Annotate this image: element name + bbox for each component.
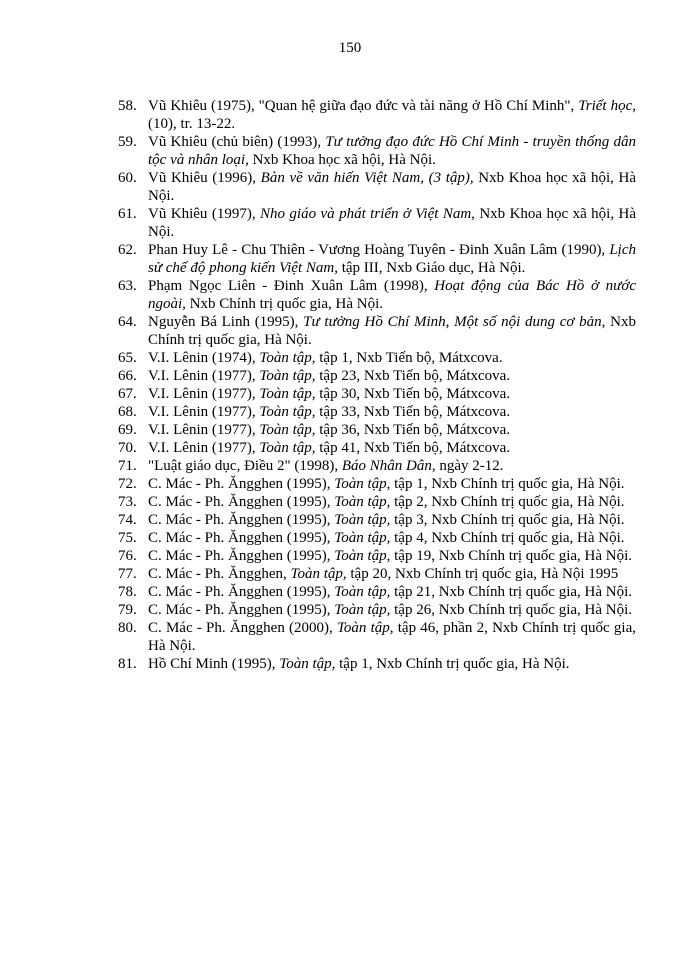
reference-publication: Nxb Chính trị quốc gia, Hà Nội. xyxy=(185,296,383,312)
reference-author-year: Vũ Khiêu (1996), xyxy=(148,170,261,186)
reference-title: Toàn tập, xyxy=(334,476,391,492)
reference-publication: tập 19, Nxb Chính trị quốc gia, Hà Nội. xyxy=(390,548,633,564)
reference-number: 63. xyxy=(118,278,137,294)
reference-author-year: Vũ Khiêu (chủ biên) (1993), xyxy=(148,134,326,150)
reference-author-year: Vũ Khiêu (1997), xyxy=(148,206,260,222)
reference-number: 73. xyxy=(118,494,137,510)
reference-publication: tập 1, Nxb Tiến bộ, Mátxcova. xyxy=(315,350,503,366)
reference-author-year: C. Mác - Ph. Ăngghen (1995), xyxy=(148,512,335,528)
reference-publication: tập 23, Nxb Tiến bộ, Mátxcova. xyxy=(315,368,511,384)
reference-title: Toàn tập, xyxy=(259,368,316,384)
reference-number: 68. xyxy=(118,404,137,420)
reference-number: 75. xyxy=(118,530,137,546)
reference-author-year: C. Mác - Ph. Ăngghen (1995), xyxy=(148,584,335,600)
reference-item xyxy=(118,367,636,385)
reference-title: Toàn tập, xyxy=(334,494,391,510)
reference-author-year: Vũ Khiêu (1975), "Quan hệ giữa đạo đức và tài năng ở Hồ Chí Minh", xyxy=(148,98,579,114)
reference-author-year: V.I. Lênin (1977), xyxy=(148,440,260,456)
reference-item xyxy=(118,565,636,583)
reference-title: Toàn tập, xyxy=(334,512,391,528)
reference-title: Toàn tập, xyxy=(334,602,391,618)
reference-author-year: C. Mác - Ph. Ăngghen (2000), xyxy=(148,620,337,636)
reference-number: 65. xyxy=(118,350,137,366)
reference-item xyxy=(118,547,636,565)
reference-number: 66. xyxy=(118,368,137,384)
reference-item xyxy=(118,349,636,367)
reference-title: Toàn tập, xyxy=(334,530,391,546)
reference-number: 69. xyxy=(118,422,137,438)
reference-author-year: V.I. Lênin (1977), xyxy=(148,368,260,384)
reference-author-year: Hồ Chí Minh (1995), xyxy=(148,656,280,672)
reference-title: Hoạt động của Bác Hồ ở nước ngoài, xyxy=(148,278,636,312)
reference-publication: Nxb Khoa học xã hội, Hà Nội. xyxy=(248,152,436,168)
reference-publication: tập 46, phần 2, Nxb Chính trị quốc gia, Hà Nội. xyxy=(148,620,636,654)
reference-author-year: C. Mác - Ph. Ăngghen (1995), xyxy=(148,530,335,546)
reference-number: 81. xyxy=(118,656,137,672)
reference-item xyxy=(118,493,636,511)
reference-publication: tập 41, Nxb Tiến bộ, Mátxcova. xyxy=(315,440,511,456)
reference-author-year: Nguyễn Bá Linh (1995), xyxy=(148,314,304,330)
reference-publication: tập 1, Nxb Chính trị quốc gia, Hà Nội. xyxy=(335,656,570,672)
reference-number: 77. xyxy=(118,566,137,582)
reference-number: 80. xyxy=(118,620,137,636)
reference-publication: Nxb Khoa học xã hội, Hà Nội. xyxy=(148,206,636,240)
reference-number: 60. xyxy=(118,170,137,186)
reference-number: 67. xyxy=(118,386,137,402)
reference-number: 64. xyxy=(118,314,137,330)
reference-number: 70. xyxy=(118,440,137,456)
reference-number: 59. xyxy=(118,134,137,150)
reference-author-year: C. Mác - Ph. Ăngghen (1995), xyxy=(148,494,335,510)
reference-title: Toàn tập, xyxy=(259,350,316,366)
reference-author-year: C. Mác - Ph. Ăngghen (1995), xyxy=(148,602,335,618)
reference-publication: (10), tr. 13-22. xyxy=(148,116,236,132)
reference-author-year: V.I. Lênin (1977), xyxy=(148,422,260,438)
reference-title: Tư tưởng đạo đức Hồ Chí Minh - truyền thống dân tộc và nhân loại, xyxy=(148,134,636,168)
reference-author-year: Phạm Ngọc Liên - Đinh Xuân Lâm (1998), xyxy=(148,278,435,294)
reference-item xyxy=(118,619,636,655)
reference-number: 79. xyxy=(118,602,137,618)
reference-title: Bàn về văn hiến Việt Nam, (3 tập), xyxy=(260,170,474,186)
reference-item xyxy=(118,169,636,205)
reference-title: Nho giáo và phát triển ở Việt Nam, xyxy=(260,206,475,222)
reference-publication: Nxb Chính trị quốc gia, Hà Nội. xyxy=(148,314,636,348)
reference-number: 72. xyxy=(118,476,137,492)
reference-item xyxy=(118,421,636,439)
reference-author-year: "Luật giáo dục, Điều 2" (1998), xyxy=(148,458,342,474)
reference-title: Toàn tập, xyxy=(259,440,316,456)
reference-author-year: V.I. Lênin (1974), xyxy=(148,350,260,366)
reference-item xyxy=(118,403,636,421)
reference-publication: tập 4, Nxb Chính trị quốc gia, Hà Nội. xyxy=(390,530,625,546)
reference-item xyxy=(118,529,636,547)
reference-title: Toàn tập, xyxy=(290,566,347,582)
reference-publication: tập 2, Nxb Chính trị quốc gia, Hà Nội. xyxy=(390,494,625,510)
reference-publication: tập 30, Nxb Tiến bộ, Mátxcova. xyxy=(315,386,511,402)
reference-item xyxy=(118,655,636,673)
reference-publication: tập 36, Nxb Tiến bộ, Mátxcova. xyxy=(315,422,511,438)
reference-item xyxy=(118,511,636,529)
reference-item xyxy=(118,97,636,133)
reference-title: Toàn tập, xyxy=(259,386,316,402)
reference-publication: tập 21, Nxb Chính trị quốc gia, Hà Nội. xyxy=(390,584,633,600)
reference-title: Triết học, xyxy=(578,98,636,114)
reference-author-year: C. Mác - Ph. Ăngghen (1995), xyxy=(148,548,335,564)
reference-author-year: C. Mác - Ph. Ăngghen, xyxy=(148,566,291,582)
reference-title: Toàn tập, xyxy=(259,422,316,438)
reference-publication: tập 1, Nxb Chính trị quốc gia, Hà Nội. xyxy=(390,476,625,492)
reference-item xyxy=(118,583,636,601)
reference-item xyxy=(118,241,636,277)
reference-author-year: V.I. Lênin (1977), xyxy=(148,404,260,420)
reference-publication: Nxb Khoa học xã hội, Hà Nội. xyxy=(148,170,637,204)
reference-author-year: V.I. Lênin (1977), xyxy=(148,386,260,402)
reference-publication: tập 26, Nxb Chính trị quốc gia, Hà Nội. xyxy=(390,602,633,618)
reference-author-year: C. Mác - Ph. Ăngghen (1995), xyxy=(148,476,335,492)
reference-item xyxy=(118,601,636,619)
reference-list xyxy=(118,97,636,673)
reference-author-year: Phan Huy Lê - Chu Thiên - Vương Hoàng Tuyên - Đinh Xuân Lâm (1990), xyxy=(148,242,610,258)
page-number: 150 xyxy=(338,40,362,56)
reference-item xyxy=(118,277,636,313)
reference-publication: tập 33, Nxb Tiến bộ, Mátxcova. xyxy=(315,404,511,420)
reference-publication: ngày 2-12. xyxy=(435,458,504,474)
reference-number: 62. xyxy=(118,242,137,258)
reference-title: Toàn tập, xyxy=(334,584,391,600)
reference-publication: tập 20, Nxb Chính trị quốc gia, Hà Nội 1995 xyxy=(346,566,619,582)
reference-item xyxy=(118,205,636,241)
reference-number: 74. xyxy=(118,512,137,528)
reference-title: Lịch sử chế độ phong kiến Việt Nam, xyxy=(148,242,636,276)
reference-item xyxy=(118,475,636,493)
reference-number: 58. xyxy=(118,98,137,114)
reference-item xyxy=(118,457,636,475)
reference-title: Toàn tập, xyxy=(279,656,336,672)
reference-number: 71. xyxy=(118,458,137,474)
reference-title: Tư tưởng Hồ Chí Minh, Một số nội dung cơ bản, xyxy=(303,314,606,330)
reference-item xyxy=(118,133,636,169)
reference-item xyxy=(118,385,636,403)
reference-item xyxy=(118,439,636,457)
reference-number: 61. xyxy=(118,206,137,222)
reference-number: 78. xyxy=(118,584,137,600)
reference-publication: tập 3, Nxb Chính trị quốc gia, Hà Nội. xyxy=(390,512,625,528)
reference-title: Báo Nhân Dân, xyxy=(341,458,436,474)
reference-number: 76. xyxy=(118,548,137,564)
reference-publication: tập III, Nxb Giáo dục, Hà Nội. xyxy=(337,260,526,276)
reference-title: Toàn tập, xyxy=(334,548,391,564)
reference-title: Toàn tập, xyxy=(259,404,316,420)
reference-item xyxy=(118,313,636,349)
reference-title: Toàn tập, xyxy=(336,620,394,636)
